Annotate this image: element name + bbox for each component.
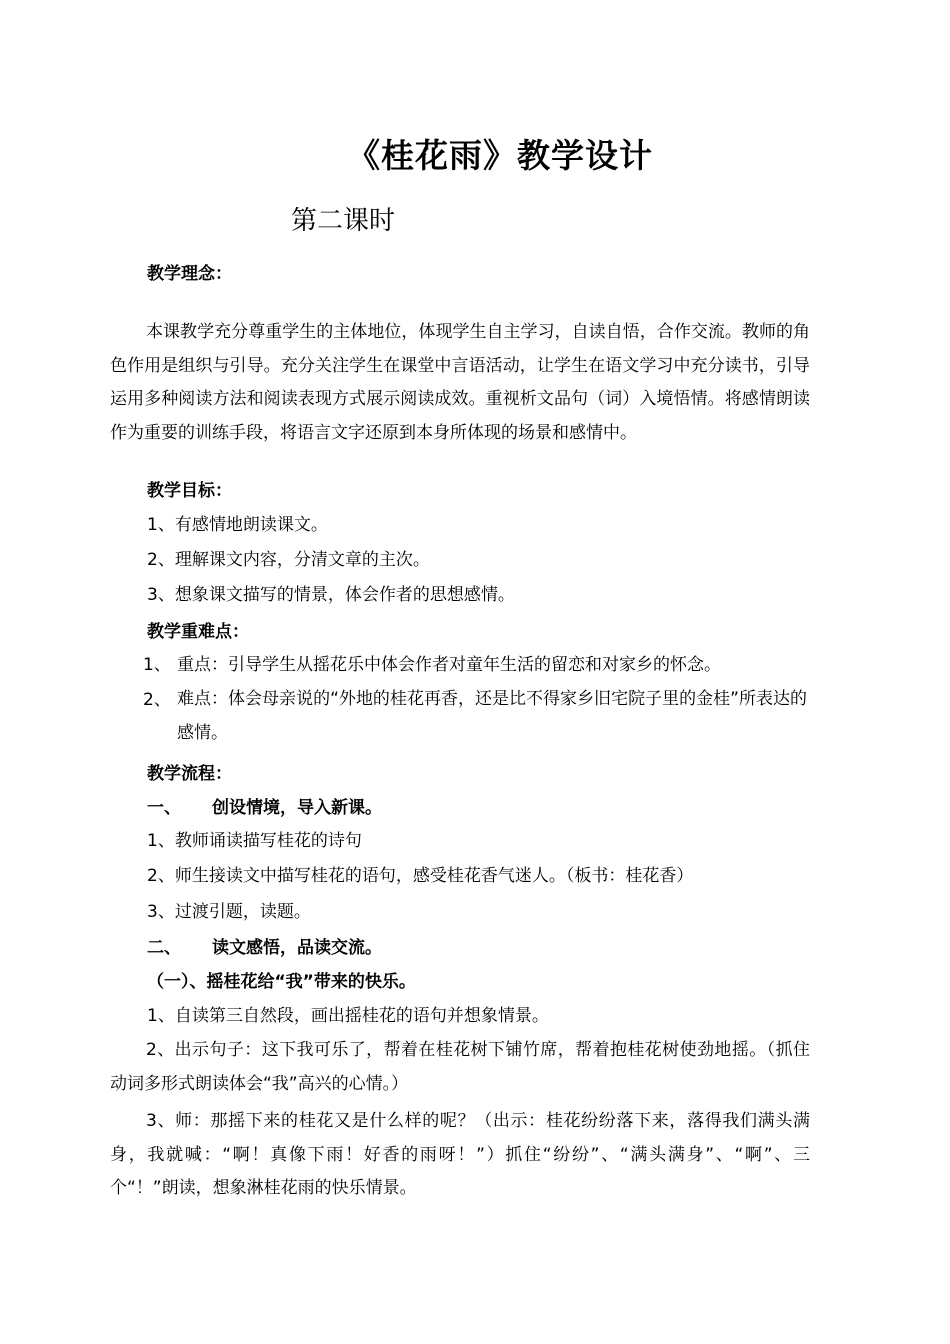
section2-title: 读文感悟，品读交流。 [212, 938, 382, 958]
subsection-title: （一）、摇桂花给“我”带来的快乐。 [147, 972, 416, 992]
key-point-text: 重点：引导学生从摇花乐中体会作者对童年生活的留恋和对家乡的怀念。 [177, 655, 721, 675]
section1-item: 2、师生接读文中描写桂花的语句，感受桂花香气迷人。（板书：桂花香） [147, 866, 694, 886]
goal-item: 1、有感情地朗读课文。 [147, 515, 328, 535]
subsection-item: 1、自读第三自然段，画出摇桂花的语句并想象情景。 [147, 1006, 549, 1026]
subsection-item: 3、师：那摇下来的桂花又是什么样的呢？（出示：桂花纷纷落下来，落得我们满头满身，我就喊：“啊！真像下雨！好香的雨呀！”）抓住“纷纷”、“满头满身”、“啊”、三个“！”朗读，想象淋桂花雨的快乐情景。 [110, 1111, 810, 1198]
concept-paragraph: 本课教学充分尊重学生的主体地位，体现学生自主学习，自读自悟，合作交流。教师的角色作用是组织与引导。充分关注学生在课堂中言语活动，让学生在语文学习中充分读书，引导运用多种阅读方法和阅读表现方式展示阅读成效。重视析文品句（词）入境悟情。将感情朗读作为重要的训练手段，将语言文字还原到本身所体现的场景和感情中。 [110, 322, 810, 443]
goal-item: 3、想象课文描写的情景，体会作者的思想感情。 [147, 585, 515, 605]
section1-title: 创设情境，导入新课。 [212, 798, 382, 818]
process-heading: 教学流程： [147, 764, 232, 784]
goals-heading: 教学目标： [147, 481, 232, 501]
concept-heading: 教学理念： [147, 264, 232, 284]
section2-number: 二、 [147, 938, 181, 958]
section1-item: 1、教师诵读描写桂花的诗句 [147, 831, 362, 851]
section1-number: 一、 [147, 798, 181, 818]
section1-item: 3、过渡引题，读题。 [147, 902, 311, 922]
key-point-number: 1、 [143, 655, 171, 675]
document-subtitle: 第二课时 [291, 206, 396, 236]
goal-item: 2、理解课文内容，分清文章的主次。 [147, 550, 430, 570]
key-point-number: 2、 [143, 690, 171, 710]
key-point-text: 难点：体会母亲说的“外地的桂花再香，还是比不得家乡旧宅院子里的金桂”所表达的感情。 [177, 689, 807, 743]
key-points-heading: 教学重难点： [147, 622, 249, 642]
subsection-item: 2、出示句子：这下我可乐了，帮着在桂花树下铺竹席，帮着抱桂花树使劲地摇。（抓住动词多形式朗读体会“我”高兴的心情。） [110, 1040, 810, 1094]
document-title: 《桂花雨》教学设计 [347, 136, 653, 175]
